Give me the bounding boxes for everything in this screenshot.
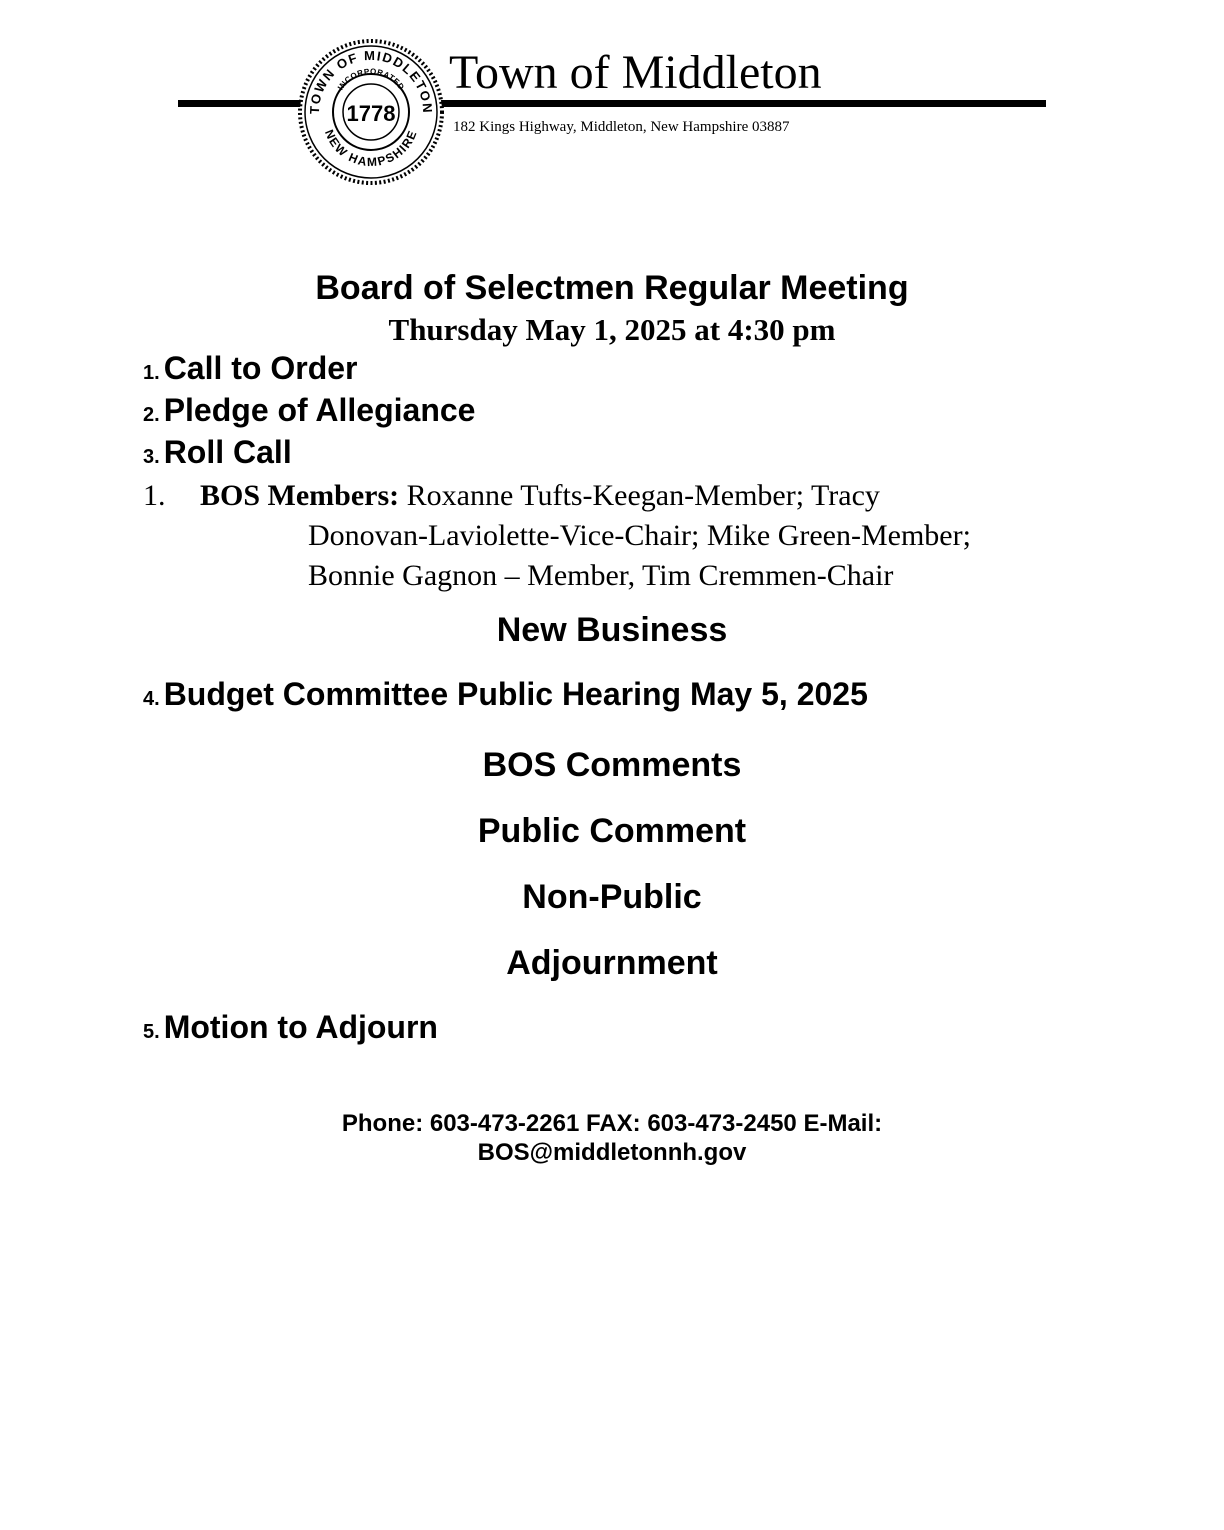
section-adjournment: Adjournment [506, 944, 718, 982]
agenda-item-number: 2. [143, 404, 160, 426]
footer-contact-line: Phone: 603-473-2261 FAX: 603-473-2450 E-Mail: [341, 1110, 883, 1137]
agenda-item-label: Call to Order [163, 350, 358, 386]
town-name: Town of Middleton [449, 46, 822, 99]
seal-year: 1778 [346, 101, 396, 126]
town-seal-logo [297, 38, 445, 186]
members-line-1: Roxanne Tufts-Keegan-Member; Tracy [406, 479, 880, 512]
footer-email: BOS@middletonnh.gov [477, 1139, 747, 1166]
agenda-item-label: Motion to Adjourn [163, 1009, 438, 1045]
section-public-comment: Public Comment [477, 812, 747, 850]
agenda-item-call-to-order [143, 350, 358, 387]
town-address: 182 Kings Highway, Middleton, New Hampshire 03887 [453, 119, 790, 135]
seal-inner-text: INCORPORATED [335, 66, 407, 92]
section-non-public: Non-Public [522, 878, 702, 916]
members-line-3: Bonnie Gagnon – Member, Tim Cremmen-Chair [308, 559, 894, 592]
bos-members-list [143, 476, 1163, 596]
agenda-item-label: Roll Call [163, 434, 292, 470]
agenda-item-pledge [143, 392, 475, 429]
agenda-item-number: 3. [143, 446, 160, 468]
agenda-item-motion-adjourn [143, 1009, 438, 1046]
seal-top-text: TOWN OF MIDDLETON [306, 47, 436, 115]
members-number: 1. [143, 479, 166, 512]
members-line-2: Donovan-Laviolette-Vice-Chair; Mike Green-Member; [308, 519, 971, 552]
seal-bottom-text: NEW HAMPSHIRE [321, 127, 421, 170]
section-new-business: New Business [496, 611, 728, 649]
agenda-item-number: 4. [143, 688, 160, 710]
agenda-item-number: 1. [143, 362, 160, 384]
agenda-item-budget-hearing [143, 676, 868, 713]
meeting-date: Thursday May 1, 2025 at 4:30 pm [388, 312, 836, 347]
meeting-title: Board of Selectmen Regular Meeting [315, 269, 909, 307]
members-label: BOS Members: [200, 479, 400, 512]
agenda-item-label: Budget Committee Public Hearing May 5, 2025 [163, 676, 868, 712]
agenda-item-label: Pledge of Allegiance [163, 392, 476, 428]
section-bos-comments: BOS Comments [482, 746, 742, 784]
agenda-item-number: 5. [143, 1021, 160, 1043]
agenda-item-roll-call [143, 434, 292, 471]
